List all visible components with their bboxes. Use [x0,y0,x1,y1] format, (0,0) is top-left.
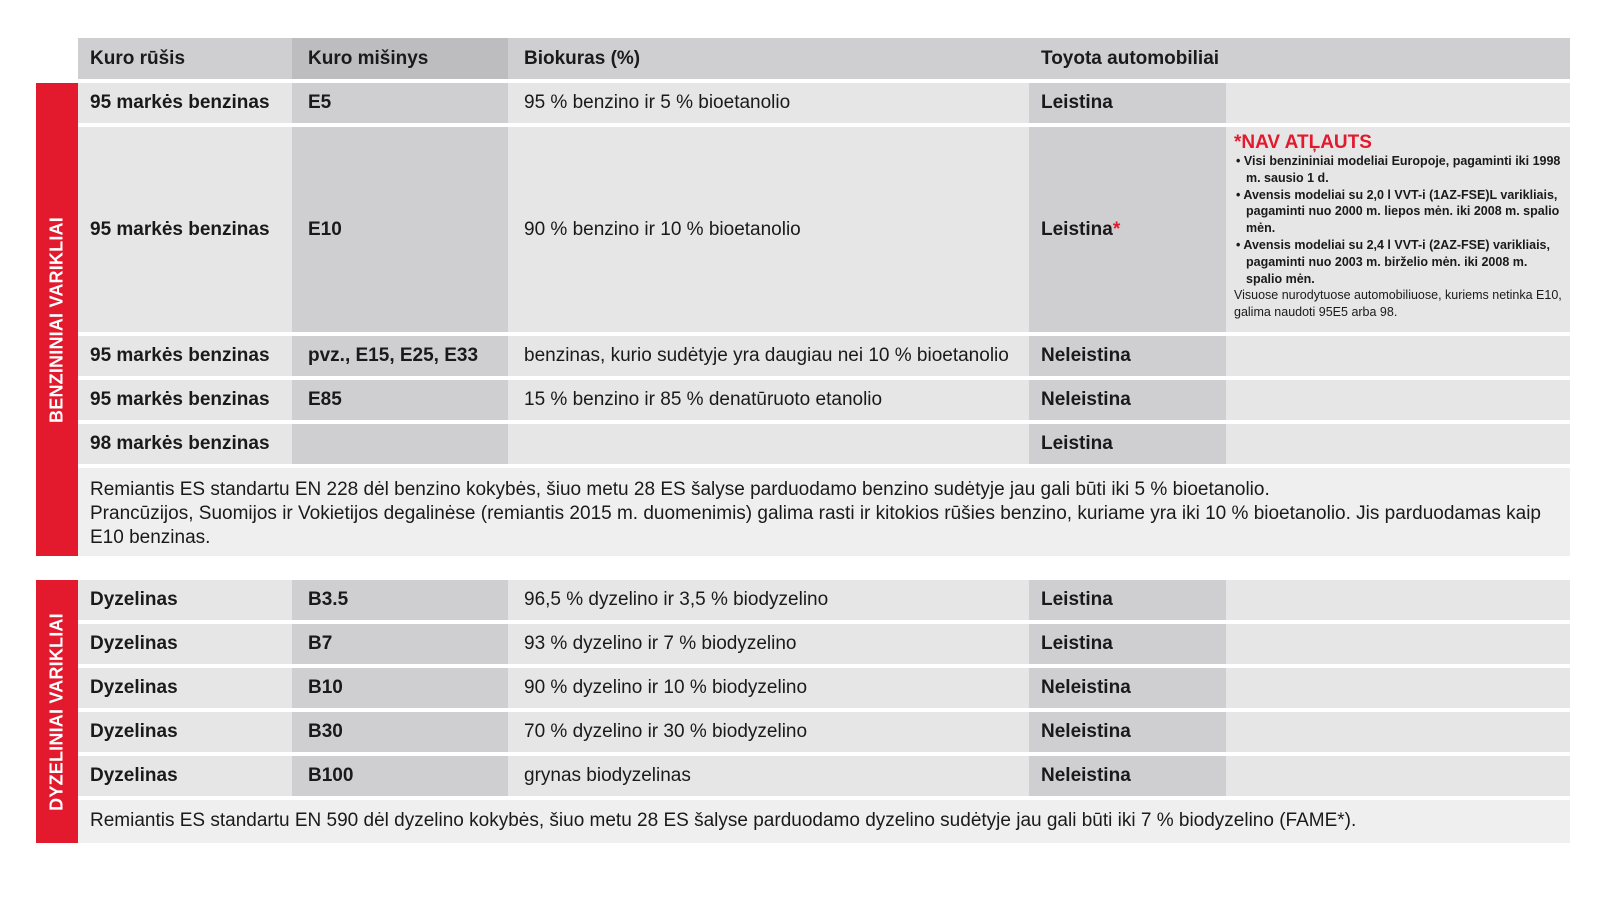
table-row [78,83,1570,123]
fuel-type-cell: 95 markės benzinas [78,83,292,123]
fuel-type-cell: 95 markės benzinas [78,380,292,420]
header-note [1226,38,1570,79]
fuel-type-cell: Dyzelinas [78,756,292,796]
table-row [78,580,1570,620]
diesel-section [36,580,1570,843]
note-item: • Avensis modeliai su 2,4 l VVT-i (2AZ-FSE) varikliais, pagaminti nuo 2003 m. birželio mėn. iki 2008 m. spalio mėn. [1234,237,1562,287]
fuel-type-cell: Dyzelinas [78,668,292,708]
status-cell: Neleistina [1029,668,1226,708]
note-item: • Visi benzininiai modeliai Europoje, pagaminti iki 1998 m. sausio 1 d. [1234,153,1562,187]
fuel-mix-cell: E85 [292,380,508,420]
biofuel-cell [508,424,1029,464]
status-cell: Neleistina [1029,336,1226,376]
fuel-type-cell: Dyzelinas [78,712,292,752]
fuel-mix-cell: E5 [292,83,508,123]
fuel-mix-cell: B10 [292,668,508,708]
petrol-footnote-line: Remiantis ES standartu EN 228 dėl benzino kokybės, šiuo metu 28 ES šalyse parduodamo benzino sudėtyje jau gali būti iki 5 % bioetanolio. [90,479,1270,500]
table-row [78,336,1570,376]
header-fuel-mix: Kuro mišinys [292,38,508,79]
fuel-mix-cell [292,424,508,464]
fuel-mix-cell: B7 [292,624,508,664]
note-title: *NAV ATĻAUTS [1234,132,1372,153]
petrol-footnote-line: Prancūzijos, Suomijos ir Vokietijos degalinėse (remiantis 2015 m. duomenimis) galima rasti ir kitokios rūšies benzino, kuriame yra iki 10 % bioetanolio. Jis parduodamas kaip E10 benzinas. [90,503,1541,548]
note-cell [1226,424,1570,464]
table-row [78,756,1570,796]
note-cell [1226,380,1570,420]
petrol-sidebar-label: BENZININIAI VARIKLIAI [46,216,67,423]
fuel-mix-cell: B30 [292,712,508,752]
header-biofuel: Biokuras (%) [508,38,1029,79]
note-footer: Visuose nurodytuose automobiliuose, kuriems netinka E10, galima naudoti 95E5 arba 98. [1234,288,1562,320]
note-list [1234,153,1562,287]
biofuel-cell: 95 % benzino ir 5 % bioetanolio [508,83,1029,123]
diesel-sidebar-label: DYZELINIAI VARIKLIAI [46,612,67,811]
petrol-section [36,38,1570,556]
status-cell: Leistina [1029,83,1226,123]
fuel-type-cell: Dyzelinas [78,624,292,664]
asterisk-marker: * [1112,218,1121,240]
header-toyota: Toyota automobiliai [1029,38,1226,79]
status-cell: Neleistina [1029,712,1226,752]
diesel-sidebar [36,580,78,843]
note-cell [1226,624,1570,664]
fuel-type-cell: Dyzelinas [78,580,292,620]
status-cell [1029,127,1226,332]
fuel-type-cell: 95 markės benzinas [78,127,292,332]
note-cell [1226,756,1570,796]
petrol-footnote [78,468,1570,556]
biofuel-cell: 90 % dyzelino ir 10 % biodyzelino [508,668,1029,708]
status-cell: Leistina [1029,580,1226,620]
fuel-type-cell: 98 markės benzinas [78,424,292,464]
table-row [78,424,1570,464]
table-row [78,668,1570,708]
table-row [78,624,1570,664]
fuel-mix-cell: pvz., E15, E25, E33 [292,336,508,376]
status-text: Leistina [1041,218,1113,240]
restriction-note [1226,127,1570,332]
biofuel-cell: 90 % benzino ir 10 % bioetanolio [508,127,1029,332]
status-cell: Neleistina [1029,756,1226,796]
biofuel-cell: 70 % dyzelino ir 30 % biodyzelino [508,712,1029,752]
note-cell [1226,712,1570,752]
table-row [78,380,1570,420]
note-cell [1226,668,1570,708]
note-cell [1226,580,1570,620]
diesel-footnote [78,800,1570,843]
status-cell: Leistina [1029,424,1226,464]
fuel-mix-cell: B3.5 [292,580,508,620]
diesel-footnote-line: Remiantis ES standartu EN 590 dėl dyzelino kokybės, šiuo metu 28 ES šalyse parduodamo dyzelino sudėtyje jau gali būti iki 7 % biodyzelino (FAME*). [90,810,1357,831]
header-fuel-type: Kuro rūšis [78,38,292,79]
biofuel-cell: 96,5 % dyzelino ir 3,5 % biodyzelino [508,580,1029,620]
fuel-type-cell: 95 markės benzinas [78,336,292,376]
biofuel-cell: 93 % dyzelino ir 7 % biodyzelino [508,624,1029,664]
fuel-mix-cell: E10 [292,127,508,332]
fuel-mix-cell: B100 [292,756,508,796]
note-item: • Avensis modeliai su 2,0 l VVT-i (1AZ-FSE)L varikliais, pagaminti nuo 2000 m. liepos mėn. iki 2008 m. spalio mėn. [1234,187,1562,237]
note-cell [1226,336,1570,376]
status-cell: Leistina [1029,624,1226,664]
table-row [78,127,1570,332]
biofuel-cell: benzinas, kurio sudėtyje yra daugiau nei 10 % bioetanolio [508,336,1029,376]
status-cell: Neleistina [1029,380,1226,420]
petrol-sidebar [36,83,78,556]
biofuel-cell: 15 % benzino ir 85 % denatūruoto etanolio [508,380,1029,420]
table-row [78,712,1570,752]
note-cell [1226,83,1570,123]
table-header [78,38,1570,79]
biofuel-cell: grynas biodyzelinas [508,756,1029,796]
